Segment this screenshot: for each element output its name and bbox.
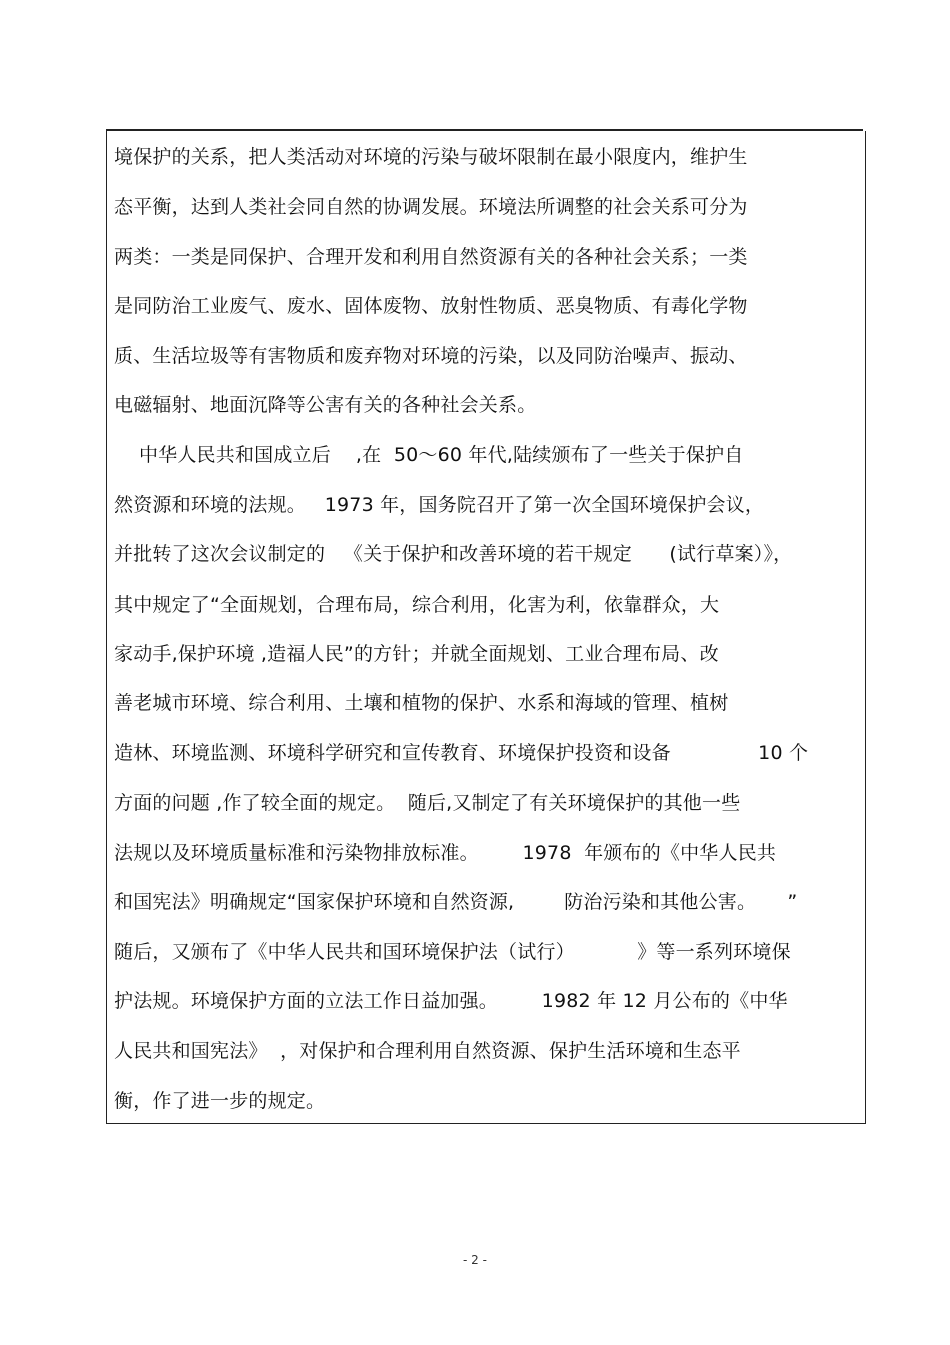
text-line: 电磁辐射、地面沉降等公害有关的各种社会关系。 xyxy=(114,394,537,416)
text-line: 家动手,保护环境 ,造福人民”的方针；并就全面规划、工业合理布局、改 xyxy=(114,643,719,665)
text-line: 态平衡，达到人类社会同自然的协调发展。环境法所调整的社会关系可分为 xyxy=(114,196,748,218)
text-line: 法规以及环境质量标准和污染物排放标准。 1978 年颁布的《中华人民共 xyxy=(114,842,777,864)
table-cell-frame xyxy=(106,131,866,1124)
text-line: 人民共和国宪法》 ，对保护和合理利用自然资源、保护生活环境和生态平 xyxy=(114,1040,741,1062)
text-line: 善老城市环境、综合利用、土壤和植物的保护、水系和海域的管理、植树 xyxy=(114,692,729,714)
text-line: 其中规定了“全面规划，合理布局，综合利用，化害为利，依靠群众，大 xyxy=(114,594,720,616)
text-line: 境保护的关系，把人类活动对环境的污染与破坏限制在最小限度内，维护生 xyxy=(114,146,748,168)
text-line: 中华人民共和国成立后 ,在 50～60 年代,陆续颁布了一些关于保护自 xyxy=(114,444,744,466)
page-number: - 2 - xyxy=(463,1253,487,1267)
text-line: 造林、环境监测、环境科学研究和宣传教育、环境保护投资和设备 10 个 xyxy=(114,742,809,764)
text-line: 两类：一类是同保护、合理开发和利用自然资源有关的各种社会关系；一类 xyxy=(114,246,748,268)
text-line: 然资源和环境的法规。 1973 年，国务院召开了第一次全国环境保护会议， xyxy=(114,494,765,516)
text-line: 随后，又颁布了《中华人民共和国环境保护法（试行） 》等一系列环境保 xyxy=(114,941,791,963)
text-line: 衡，作了进一步的规定。 xyxy=(114,1090,326,1112)
text-line: 和国宪法》明确规定“国家保护环境和自然资源, 防治污染和其他公害。 ” xyxy=(114,891,798,913)
text-line: 质、生活垃圾等有害物质和废弃物对环境的污染，以及同防治噪声、振动、 xyxy=(114,345,748,367)
text-line: 方面的问题 ,作了较全面的规定。 随后,又制定了有关环境保护的其他一些 xyxy=(114,792,741,814)
text-line: 并批转了这次会议制定的 《关于保护和改善环境的若干规定 (试行草案）》， xyxy=(114,543,793,565)
text-line: 是同防治工业废气、废水、固体废物、放射性物质、恶臭物质、有毒化学物 xyxy=(114,295,748,317)
text-line: 护法规。环境保护方面的立法工作日益加强。 1982 年 12 月公布的《中华 xyxy=(114,990,788,1012)
